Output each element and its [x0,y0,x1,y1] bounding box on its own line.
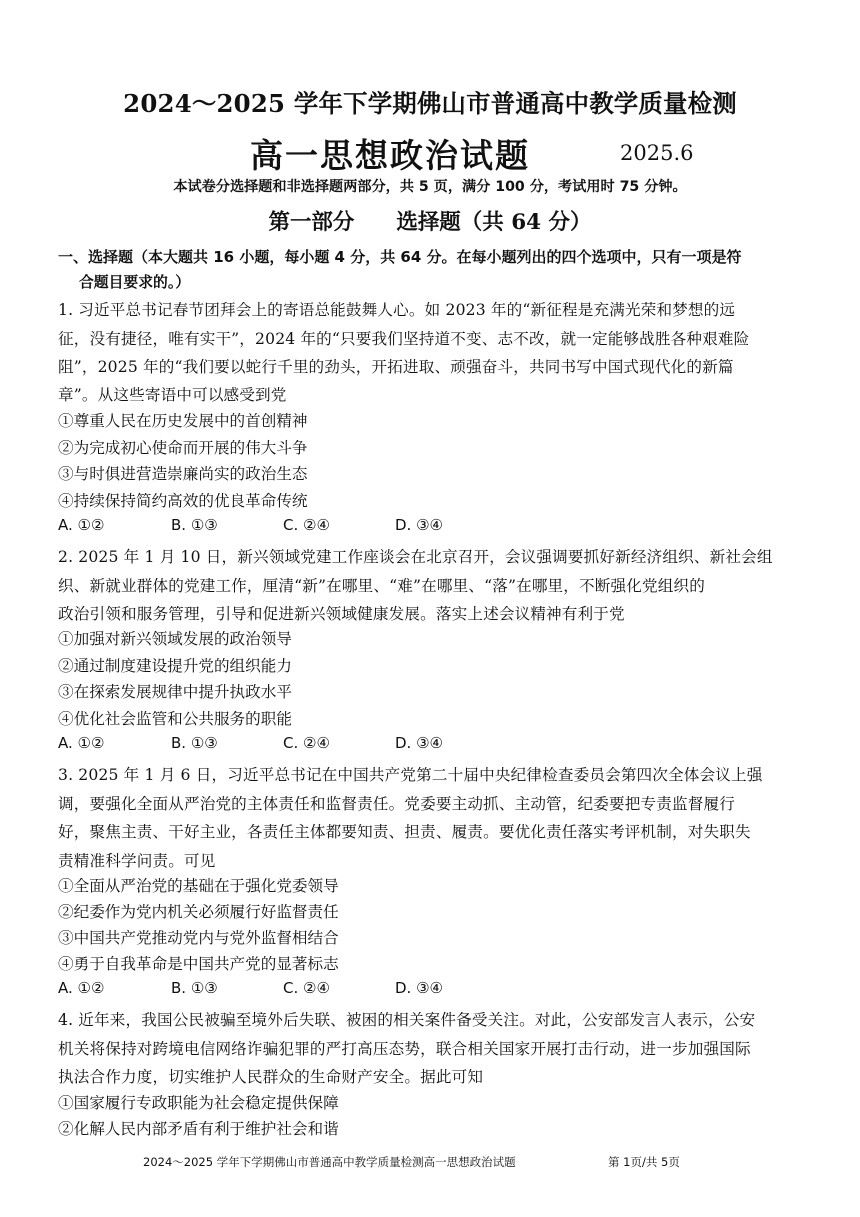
answer-choice-a: A. ①② [58,979,105,997]
question-option: ②化解人民内部矛盾有利于维护社会和谐 [58,1120,339,1138]
answer-choice-c: C. ②④ [283,979,330,997]
question-stem-line: 2. 2025 年 1 月 10 日，新兴领域党建工作座谈会在北京召开，会议强调要抓好新经济组织、新社会组 [58,548,773,566]
question-stem-line: 织、新就业群体的党建工作，厘清“新”在哪里、“难”在哪里、“落”在哪里，不断强化党组织的 [58,577,705,595]
answer-choice-c: C. ②④ [283,516,330,534]
question-stem-line: 责精准科学问责。可见 [58,852,216,870]
question-stem-line: 阻”，2025 年的“我们要以蛇行千里的劲头，开拓进取、顽强奋斗，共同书写中国式现代化的新篇 [58,358,734,376]
question-option: ④持续保持简约高效的优良革命传统 [58,492,308,510]
exam-title-line1: 2024～2025 学年下学期佛山市普通高中教学质量检测 [123,89,737,118]
exam-date: 2025.6 [620,141,694,165]
question-stem-line: 好，聚焦主责、干好主业，各责任主体都要知责、担责、履责。要优化责任落实考评机制，对失职失 [58,823,751,841]
part-heading-right: 选择题（共 64 分） [396,210,592,235]
question-stem-line: 调，要强化全面从严治党的主体责任和监督责任。党委要主动抓、主动管，纪委要把专责监督履行 [58,795,735,813]
question-stem-line: 1. 习近平总书记春节团拜会上的寄语总能鼓舞人心。如 2023 年的“新征程是充满光荣和梦想的远 [58,301,736,319]
answer-choice-a: A. ①② [58,734,105,752]
answer-choice-b: B. ①③ [171,734,218,752]
question-option: ③在探索发展规律中提升执政水平 [58,683,292,701]
exam-intro: 本试卷分选择题和非选择题两部分，共 5 页，满分 100 分，考试用时 75 分钟。 [173,179,687,195]
question-option: ①全面从严治党的基础在于强化党委领导 [58,877,339,895]
part-heading-left: 第一部分 [268,210,355,235]
question-option: ②纪委作为党内机关必须履行好监督责任 [58,903,339,921]
answer-choice-d: D. ③④ [395,979,443,997]
question-stem-line: 4. 近年来，我国公民被骗至境外后失联、被困的相关案件备受关注。对此，公安部发言人表示，公安 [58,1011,756,1029]
question-option: ①加强对新兴领域发展的政治领导 [58,630,292,648]
answer-choice-b: B. ①③ [171,516,218,534]
question-stem-line: 机关将保持对跨境电信网络诈骗犯罪的严打高压态势，联合相关国家开展打击行动，进一步加强国际 [58,1040,751,1058]
page-number: 第 1页/共 5页 [608,1155,680,1169]
question-option: ③中国共产党推动党内与党外监督相结合 [58,929,339,947]
question-option: ①国家履行专政职能为社会稳定提供保障 [58,1094,339,1112]
question-stem-line: 执法合作力度，切实维护人民群众的生命财产安全。据此可知 [58,1068,484,1086]
answer-choice-c: C. ②④ [283,734,330,752]
answer-choice-a: A. ①② [58,516,105,534]
question-option: ③与时俱进营造崇廉尚实的政治生态 [58,465,308,483]
section-instruction-line2: 合题目要求的。） [79,274,191,291]
page-footer: 2024～2025 学年下学期佛山市普通高中教学质量检测高一思想政治试题 [143,1155,516,1169]
question-option: ②为完成初心使命而开展的伟大斗争 [58,439,308,457]
part-heading [0,205,860,236]
question-stem-line: 征，没有捷径，唯有实干”，2024 年的“只要我们坚持道不变、志不改，就一定能够战胜各种艰难险 [58,330,750,348]
answer-choice-d: D. ③④ [395,516,443,534]
question-stem-line: 3. 2025 年 1 月 6 日，习近平总书记在中国共产党第二十届中央纪律检查委员会第四次全体会议上强 [58,766,763,784]
question-stem-line: 政治引领和服务管理，引导和促进新兴领域健康发展。落实上述会议精神有利于党 [58,605,625,623]
answer-choice-d: D. ③④ [395,734,443,752]
question-option: ④优化社会监管和公共服务的职能 [58,710,292,728]
question-option: ①尊重人民在历史发展中的首创精神 [58,412,308,430]
answer-choice-b: B. ①③ [171,979,218,997]
question-option: ④勇于自我革命是中国共产党的显著标志 [58,955,339,973]
question-option: ②通过制度建设提升党的组织能力 [58,657,292,675]
exam-subject-title: 高一思想政治试题 [250,136,530,175]
question-stem-line: 章”。从这些寄语中可以感受到党 [58,386,287,404]
section-instruction-line1: 一、选择题（本大题共 16 小题，每小题 4 分，共 64 分。在每小题列出的四个选项中，只有一项是符 [58,248,742,266]
